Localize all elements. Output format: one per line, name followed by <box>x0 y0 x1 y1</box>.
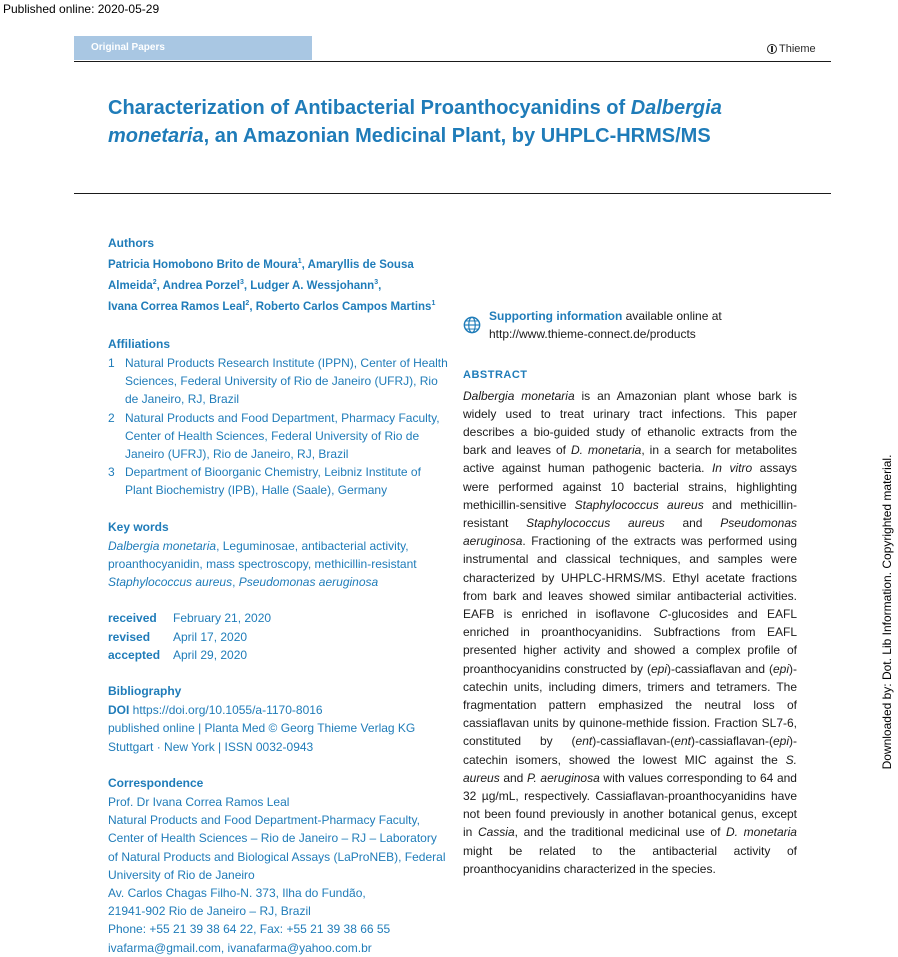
bibliography-line: Stuttgart · New York | ISSN 0032-0943 <box>108 739 314 754</box>
supporting-info <box>463 307 797 343</box>
affiliation-number: 2 <box>108 410 115 425</box>
category-bar <box>74 36 312 60</box>
correspondence-city: 21941-902 Rio de Janeiro – RJ, Brazil <box>108 904 311 919</box>
author-affiliation-number: 3 <box>374 279 379 287</box>
author-affiliation-number: 2 <box>245 299 250 307</box>
correspondence-name: Prof. Dr Ivana Correa Ramos Leal <box>108 794 290 809</box>
header-divider <box>74 61 831 62</box>
abstract-italic: Pseudomonas aeruginosa <box>463 516 797 549</box>
side-copyright-text: Downloaded by: Dot. Lib Information. Copyrighted material. <box>880 454 894 770</box>
abstract-italic: D. monetaria <box>571 443 642 458</box>
affiliation-text: Natural Products and Food Department, Pharmacy Faculty, Center of Health Sciences, Federal University of Rio de Janeiro (UFRJ), Rio de Janeiro, RJ, Brazil <box>125 410 440 461</box>
author-name: Amaryllis de Sousa Almeida <box>108 259 414 292</box>
supporting-text <box>489 307 722 343</box>
published-date: Published online: 2020-05-29 <box>3 2 160 16</box>
supporting-label: Supporting information <box>489 309 623 323</box>
supporting-url-link[interactable]: http://www.thieme-connect.de/products <box>489 327 696 342</box>
abstract-segment: assays were performed against 10 bacterial strains, highlighting methicillin-sensitive <box>463 461 798 512</box>
thieme-logo-icon <box>767 44 777 54</box>
bibliography-line: published online | Planta Med © Georg Thieme Verlag KG <box>108 721 416 736</box>
abstract-italic: ent <box>674 734 691 749</box>
affiliation-item <box>108 409 448 464</box>
title-part1: Characterization of Antibacterial Proanthocyanidins of <box>108 97 631 119</box>
doi-label: DOI <box>108 703 130 718</box>
correspondence-address: Natural Products and Food Department-Pharmacy Faculty, Center of Health Sciences – Rio de Janeiro – RJ – Laboratory of Natural Products and Biological Assays (LaProNEB), Federal University of Rio de Janeiro <box>108 813 446 882</box>
abstract-segment: and methicillin-resistant <box>463 497 798 531</box>
abstract-italic: S. aureus <box>463 752 797 785</box>
keyword-text: , Leguminosae, antibacterial activity, proanthocyanidin, mass spectroscopy, methicillin-resistant <box>108 538 417 571</box>
abstract-segment: , and the traditional medicinal use of <box>514 825 727 840</box>
keyword-text: , <box>232 575 239 590</box>
received-date: February 21, 2020 <box>173 611 272 626</box>
abstract-segment: )-cassiaflavan-( <box>592 734 675 749</box>
abstract-italic: epi <box>772 734 789 749</box>
supporting-available: available online at <box>622 309 722 323</box>
abstract-segment: )-cassiaflavan-( <box>690 734 773 749</box>
keywords-text <box>108 537 448 592</box>
title-divider <box>74 193 831 194</box>
abstract-segment: )-catechin units, including dimers, trimers and tetramers. The fragmentation pattern emphasized the neutral loss of cassiaflavan units by quinone-methide fission. Fraction SL7-6, constituted by ( <box>463 661 798 749</box>
author-affiliation-number: 2 <box>152 279 157 287</box>
correspondence-section <box>108 774 448 957</box>
doi-link[interactable]: https://doi.org/10.1055/a-1170-8016 <box>129 703 323 718</box>
bibliography-heading: Bibliography <box>108 683 182 698</box>
affiliation-number: 3 <box>108 465 115 480</box>
abstract-segment: might be related to the antibacterial activity of proanthocyanidins characterized in the species. <box>463 843 797 876</box>
category-label: Original Papers <box>91 42 165 53</box>
publisher-logo <box>767 43 816 55</box>
abstract-segment: and <box>499 770 527 785</box>
author-affiliation-number: 1 <box>297 258 302 266</box>
received-label: received <box>108 611 157 626</box>
affiliations-heading: Affiliations <box>108 336 170 351</box>
title-italic: Dalbergia monetaria <box>108 97 722 147</box>
keyword-italic: Pseudomonas aeruginosa <box>238 575 379 590</box>
abstract-italic: Dalbergia monetaria <box>463 388 575 403</box>
abstract-italic: D. monetaria <box>726 825 797 840</box>
abstract-italic: ent <box>575 734 593 749</box>
abstract-segment: and <box>664 516 721 531</box>
author-name: Patricia Homobono Brito de Moura <box>108 259 298 272</box>
accepted-row <box>108 646 448 664</box>
abstract-italic: Staphylococcus aureus <box>526 516 665 531</box>
affiliations-section <box>108 335 448 500</box>
right-column <box>463 307 797 878</box>
correspondence-phone: Phone: +55 21 39 38 64 22, Fax: +55 21 39 38 66 55 <box>108 922 391 937</box>
article-title <box>108 94 798 150</box>
received-row <box>108 609 448 627</box>
abstract-segment: . Fractioning of the extracts was performed using instrumental and classical techniques, and samples were characterized by UHPLC-HRMS/MS. Ethyl acetate fractions from bark and leaves showed similar antibacterial activities. EAFB is enriched in isoflavone <box>463 534 797 622</box>
abstract-segment: -glucosides and EAFL enriched in proanthocyanidins. Subfractions from EAFL presented higher activity and showed a complex profile of proanthocyanidins constructed by ( <box>463 607 797 676</box>
publisher-name: Thieme <box>779 43 816 55</box>
abstract-segment: with values corresponding to 64 and 32 µg/mL, respectively. Cassiaflavan-proanthocyanidins have not been found previously in another botanical genus, except in <box>463 770 797 840</box>
abstract-segment: , in a search for metabolites active against human pathogenic bacteria. <box>463 443 797 476</box>
abstract-italic: epi <box>651 661 668 676</box>
correspondence-email[interactable]: ivafarma@gmail.com, ivanafarma@yahoo.com.br <box>108 940 372 955</box>
abstract-italic: Staphylococcus aureus <box>574 497 704 512</box>
accepted-label: accepted <box>108 647 161 662</box>
author-affiliation-number: 3 <box>239 279 244 287</box>
globe-icon <box>463 316 481 334</box>
abstract-italic: Cassia <box>477 825 515 840</box>
revised-date: April 17, 2020 <box>173 629 248 644</box>
affiliation-text: Natural Products Research Institute (IPPN), Center of Health Sciences, Federal University of Rio de Janeiro (UFRJ), Rio de Janeiro, RJ, Brazil <box>125 355 448 407</box>
revised-row <box>108 628 448 646</box>
affiliation-text: Department of Bioorganic Chemistry, Leibniz Institute of Plant Biochemistry (IPB), Halle (Saale), Germany <box>125 465 421 498</box>
affiliation-item <box>108 354 448 409</box>
doi-line <box>108 701 448 719</box>
author-name: Ivana Correa Ramos Leal <box>108 300 246 313</box>
bibliography-section <box>108 682 448 756</box>
affiliation-number: 1 <box>108 355 115 370</box>
keywords-section <box>108 518 448 592</box>
abstract-italic: In vitro <box>711 461 753 476</box>
abstract-italic: C <box>658 607 668 622</box>
accepted-date: April 29, 2020 <box>173 647 248 662</box>
abstract-italic: P. aeruginosa <box>526 770 600 785</box>
side-copyright-note <box>880 452 894 772</box>
revised-label: revised <box>108 629 151 644</box>
keywords-heading: Key words <box>108 519 169 534</box>
correspondence-heading: Correspondence <box>108 775 204 790</box>
title-part2: , an Amazonian Medicinal Plant, by UHPLC-HRMS/MS <box>203 125 711 147</box>
abstract-heading: ABSTRACT <box>463 369 528 382</box>
authors-heading: Authors <box>108 236 154 250</box>
authors-list: Patricia Homobono Brito de Moura$^1$, Amaryllis de Sousa Almeida$^2$, Andrea Porzel$^3$, Ludger A. Wessjohann$^3$, Ivana Correa Ramos Leal$^2$, Roberto Carlos Campos Martins$^1$ <box>108 258 436 313</box>
author-affiliation-number: 1 <box>431 299 436 307</box>
left-column <box>108 234 448 957</box>
abstract-text <box>463 387 797 878</box>
author-name: Roberto Carlos Campos Martins <box>255 300 432 313</box>
abstract-italic: epi <box>773 661 790 676</box>
dates-section <box>108 609 448 664</box>
affiliations-list <box>108 354 448 500</box>
correspondence-street: Av. Carlos Chagas Filho-N. 373, Ilha do Fundão, <box>108 885 366 900</box>
abstract-segment: )-cassiaflavan and ( <box>667 661 773 676</box>
abstract-segment: )-catechin isomers, showed the lowest MIC against the <box>463 734 797 767</box>
author-name: Ludger A. Wessjohann <box>250 279 375 292</box>
keyword-italic: Staphylococcus aureus <box>108 575 233 590</box>
abstract-segment: is an Amazonian plant whose bark is widely used to treat urinary tract infections. This paper describes a bio-guided study of ethanolic extracts from the bark and leaves of <box>463 388 797 458</box>
authors-section <box>108 234 448 316</box>
affiliation-item <box>108 463 448 499</box>
keyword-italic: Dalbergia monetaria <box>108 538 217 553</box>
author-name: Andrea Porzel <box>162 279 240 292</box>
